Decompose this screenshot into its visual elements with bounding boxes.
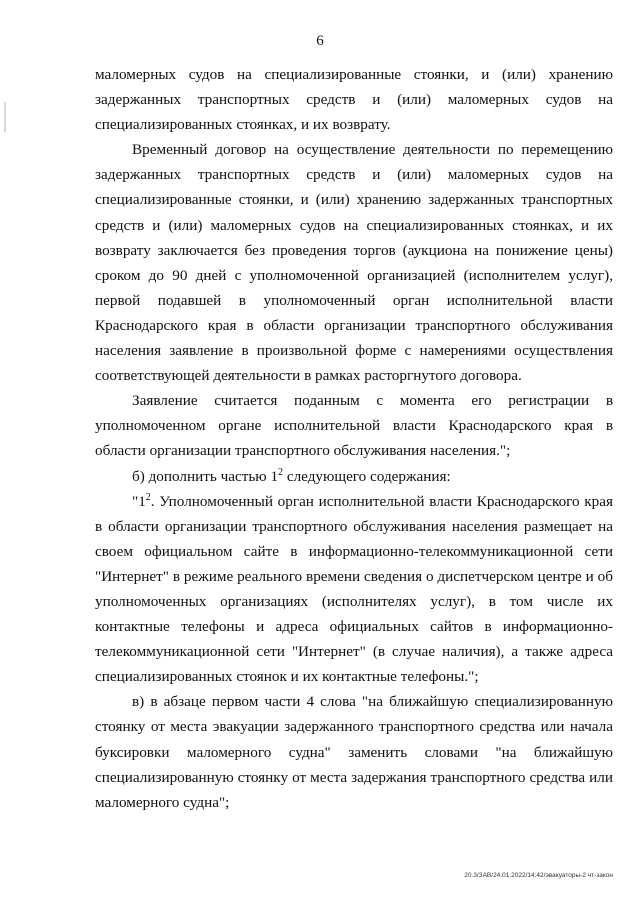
amendment-b-superscript: 2 [278, 466, 284, 478]
document-body [95, 62, 613, 815]
paragraph-amendment-b [95, 464, 613, 489]
paragraph-continuation: маломерных судов на специализированные стоянки, и (или) хранению задержанных транспортных средств и (или) маломерных судов на специализированных стоянках, и их возврату. [95, 66, 613, 134]
paragraph-amendment-v: в) в абзаце первом части 4 слова "на ближайшую специализированную стоянку от места эвакуации задержанного транспортного средства или начала буксировки маломерного судна" заменить словами "на ближайшую специализированную стоянку от места задержания транспортного средства или маломерного судна"; [95, 693, 613, 811]
paragraph-application-registration: Заявление считается поданным с момента его регистрации в уполномоченном органе исполнительной власти Краснодарского края в области организации транспортного обслуживания населения."; [95, 392, 613, 460]
footer-document-code: 20.3/ЗАВ/24.01.2022/14:42/эвакуаторы-2 чт-закон [464, 872, 613, 879]
paragraph-part-1-2 [95, 489, 613, 690]
part-1-2-text: . Уполномоченный орган исполнительной власти Краснодарского края в области организации транспортного обслуживания населения размещает на своем официальном сайте в информационно-телекоммуникационной сети "Интернет" в режиме реального времени сведения о диспетчерском центре и об уполномоченных организациях (исполнителях услуг), в том числе их контактные телефоны и адреса официальных сайтов в информационно-телекоммуникационной сети "Интернет" (в случае наличия), а также адреса специализированных стоянок и их контактные телефоны."; [95, 492, 613, 686]
part-1-2-superscript: 2 [145, 491, 151, 503]
margin-scan-mark [4, 102, 6, 132]
page-number: 6 [316, 33, 324, 49]
paragraph-temporary-contract: Временный договор на осуществление деятельности по перемещению задержанных транспортных средств и (или) маломерных судов на специализированные стоянки, и (или) хранению задержанных транспортных средств и (или) маломерных судов на специализированных стоянках, и их возврату заключается без проведения торгов (аукциона на понижение цены) сроком до 90 дней с уполномоченной организацией (исполнителем услуг), первой подавшей в уполномоченный орган исполнительной власти Краснодарского края в области организации транспортного обслуживания населения заявление в произвольной форме с намерениями осуществления соответствующей деятельности в рамках расторгнутого договора. [95, 141, 613, 385]
amendment-b-text-end: следующего содержания: [283, 467, 451, 485]
part-1-2-number: "1 [132, 492, 146, 510]
amendment-b-text: б) дополнить частью 1 [132, 467, 279, 485]
